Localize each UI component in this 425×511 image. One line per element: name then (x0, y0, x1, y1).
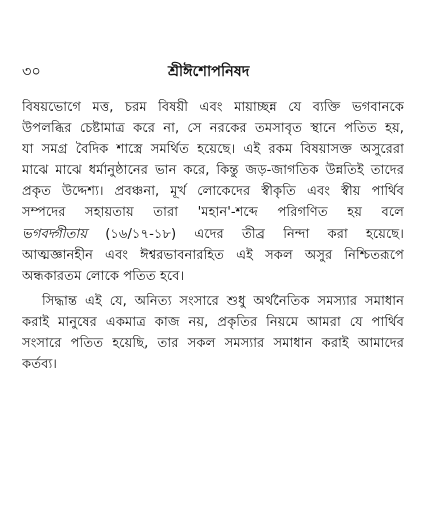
text-line: উপলব্ধির চেষ্টামাত্র করে না, সে নরকের তমসাবৃত স্থানে পতিত হয়, (22, 121, 404, 137)
page-body (22, 97, 404, 375)
text-line: কর্তব্য। (22, 357, 58, 373)
text-line: প্রকৃত উদ্দেশ্য। প্রবঞ্চনা, মূর্খ লোকেদের স্বীকৃতি এবং স্বীয় পার্থিব (22, 184, 404, 200)
citation-line-text: এদের তীব্র নিন্দা করা হয়েছে। (194, 226, 404, 242)
paragraph-2 (22, 291, 404, 375)
page-header (22, 62, 402, 84)
citation-book-title: ভগবদ্গীতায় (22, 226, 88, 242)
citation-reference: (১৬/১৭-১৮) (87, 226, 195, 242)
paragraph-1 (22, 97, 404, 287)
text-line: আত্মজ্ঞানহীন এবং ঈশ্বরভাবনারহিত এই সকল অসুর নিশ্চিতরূপে (22, 247, 404, 263)
text-line: যা সমগ্র বৈদিক শাস্ত্রে সমর্থিত হয়েছে। এই রকম বিষয়াসক্ত অসুরেরা (22, 142, 404, 158)
text-line: সংসারে পতিত হয়েছি, তার সকল সমস্যার সমাধান করাই আমাদের (22, 336, 404, 352)
text-line: সিদ্ধান্ত এই যে, অনিত্য সংসারে শুধু অর্থনৈতিক সমস্যার সমাধান (42, 293, 404, 309)
text-line-with-citation (22, 224, 404, 245)
running-title: শ্রীঈশোপনিষদ (168, 64, 250, 80)
text-line: মাঝে মাঝে ধর্মানুষ্ঠানের ভান করে, কিন্তু জড়-জাগতিক উন্নতিই তাদের (22, 163, 404, 179)
text-line: করাই মানুষের একমাত্র কাজ নয়, প্রকৃতির নিয়মে আমরা যে পার্থিব (22, 314, 404, 330)
page-number: ৩০ (22, 64, 41, 80)
text-line: বিষয়ভোগে মত্ত, চরম বিষয়ী এবং মায়াচ্ছন্ন যে ব্যক্তি ভগবানকে (22, 100, 404, 115)
text-line: অন্ধকারতম লোকে পতিত হবে। (22, 268, 185, 284)
text-line: সম্পদের সহায়তায় তারা 'মহান'-শব্দে পরিগণিত হয় বলে (22, 205, 404, 221)
